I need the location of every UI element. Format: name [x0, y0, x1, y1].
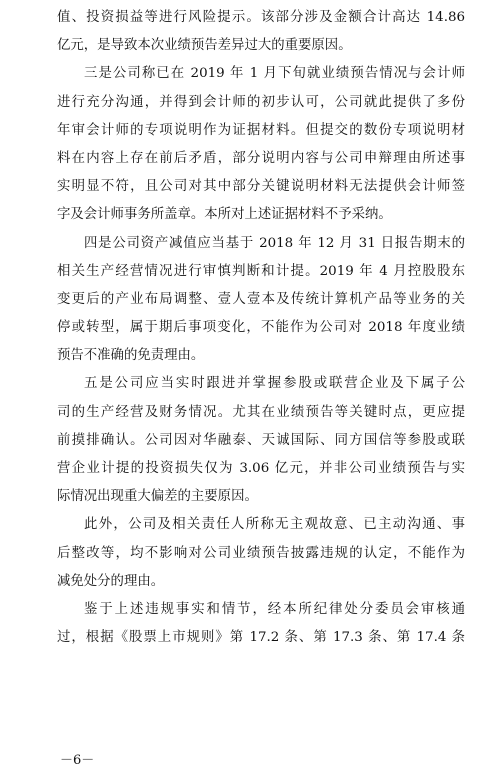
text-line: 营企业计提的投资损失仅为 3.06 亿元，并非公司业绩预告与实: [57, 461, 465, 476]
text-line: 此外，公司及相关责任人所称无主观故意、已主动沟通、事: [84, 517, 465, 533]
text-line: 后整改等，均不影响对公司业绩预告披露违规的认定，不能作为: [57, 545, 465, 561]
text-line: 前摸排确认。公司因对华融泰、天诚国际、同方国信等参股或联: [57, 432, 465, 448]
text-line: 年审会计师的专项说明作为证据材料。但提交的数份专项说明材: [57, 122, 465, 138]
text-line: 值、投资损益等进行风险提示。该部分涉及金额合计高达 14.86: [57, 10, 465, 25]
text-line: 亿元，是导致本次业绩预告差异过大的重要原因。: [57, 38, 352, 54]
text-line: 司的生产经营及财务情况。尤其在业绩预告等关键时点，更应提: [57, 404, 465, 420]
text-line: 际情况出现重大偏差的主要原因。: [57, 489, 258, 505]
text-line: 预告不准确的免责理由。: [57, 348, 205, 364]
text-line: 进行充分沟通，并得到会计师的初步认可，公司就此提供了多份: [57, 94, 465, 110]
text-line: 减免处分的理由。: [57, 573, 165, 589]
text-line: 变更后的产业布局调整、壹人壹本及传统计算机产品等业务的关: [57, 291, 465, 307]
text-line: 停或转型，属于期后事项变化，不能作为公司对 2018 年度业绩: [57, 320, 465, 336]
text-line: 三是公司称已在 2019 年 1 月下旬就业绩预告情况与会计师: [84, 66, 465, 82]
document-body: [57, 4, 465, 652]
page-number: －6－: [60, 753, 95, 768]
text-line: 过，根据《股票上市规则》第 17.2 条、第 17.3 条、第 17.4 条: [57, 630, 465, 646]
text-line: 五是公司应当实时跟进并掌握参股或联营企业及下属子公: [84, 376, 465, 392]
text-line: 字及会计师事务所盖章。本所对上述证据材料不予采纳。: [57, 207, 392, 223]
text-line: 四是公司资产减值应当基于 2018 年 12 月 31 日报告期末的: [84, 235, 465, 251]
text-line: 料在内容上存在前后矛盾，部分说明内容与公司申辩理由所述事: [57, 150, 465, 166]
text-line: 鉴于上述违规事实和情节，经本所纪律处分委员会审核通: [84, 601, 465, 617]
text-line: 实明显不符，且公司对其中部分关键说明材料无法提供会计师签: [57, 179, 465, 195]
text-line: 相关生产经营情况进行审慎判断和计提。2019 年 4 月控股股东: [57, 263, 465, 279]
